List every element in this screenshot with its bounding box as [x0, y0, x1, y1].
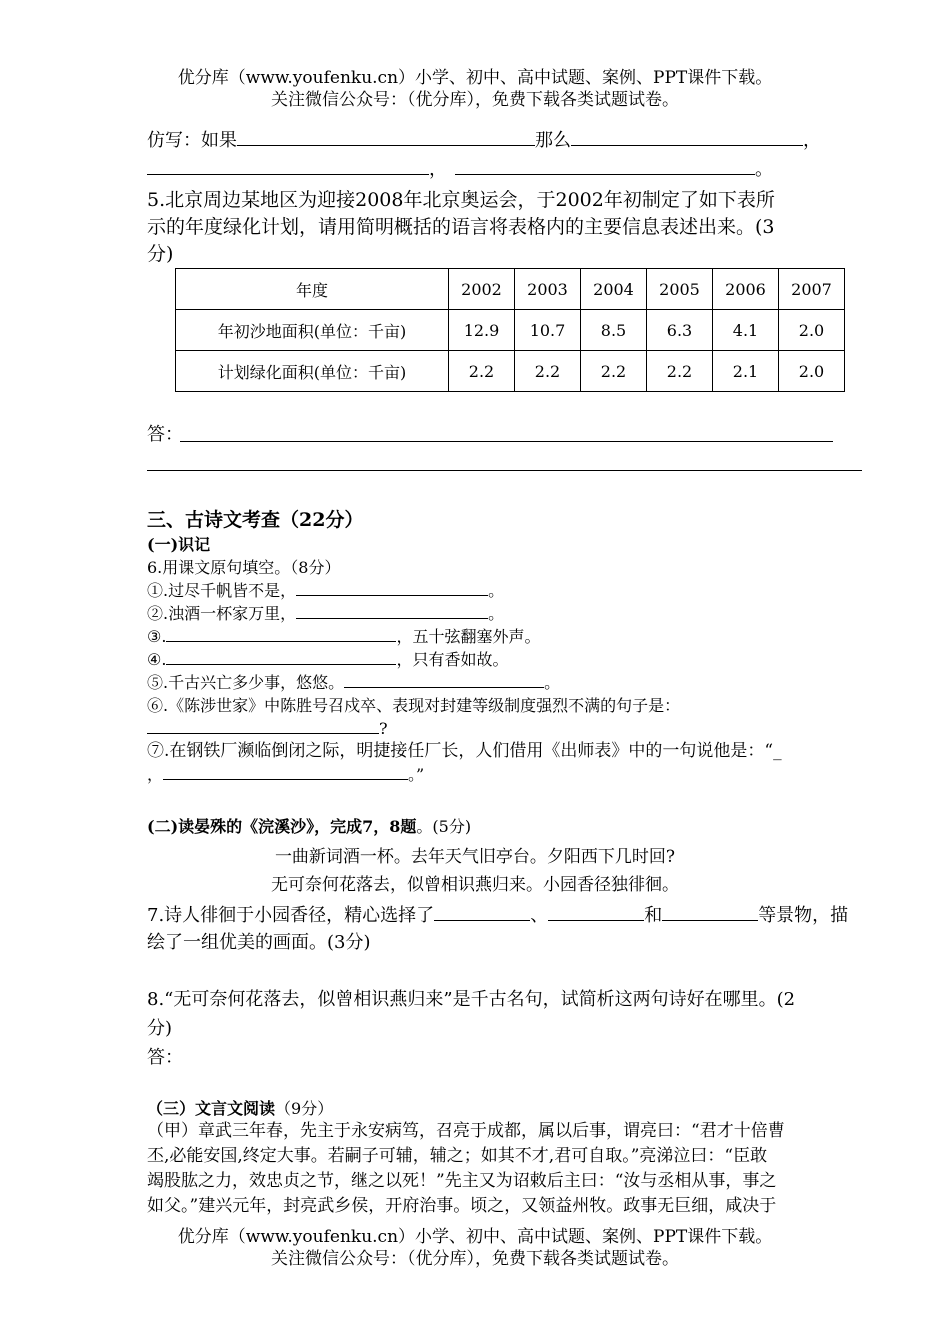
footer-line-1: 优分库（www.youfenku.cn）小学、初中、高中试题、案例、PPT课件下载。	[177, 1227, 773, 1247]
q6-blank-2[interactable]	[296, 602, 488, 619]
table-cell: 年初沙地面积(单位：千亩)	[176, 310, 449, 351]
q7-line-2: 绘了一组优美的画面。(3分)	[147, 932, 371, 953]
q6-item-7-end: 。”	[408, 765, 425, 784]
table-cell: 2.0	[779, 310, 845, 351]
section-3-title: 三、古诗文考查（22分）	[147, 509, 364, 531]
table-header-cell: 2007	[779, 269, 845, 310]
table-header-cell: 年度	[176, 269, 449, 310]
q6-item-7: ⑦.在钢铁厂濒临倒闭之际，明捷接任厂长，人们借用《出师表》中的一句说他是：“_	[147, 741, 782, 761]
q8-answer-label: 答：	[147, 1047, 183, 1068]
q4-period: 。	[755, 159, 773, 180]
q5-answer-line-2[interactable]	[147, 470, 862, 471]
q6-blank-5[interactable]	[344, 671, 544, 688]
q6-blank-4[interactable]	[166, 648, 396, 665]
q6-item-2-period: 。	[488, 604, 505, 623]
q4-fangxie-label: 仿写：如果	[147, 130, 237, 151]
wenyan-line-2: 丕,必能安国,终定大事。若嗣子可辅，辅之；如其不才,君可自取。”亮涕泣曰：“臣敢	[147, 1146, 768, 1166]
q6-item-3-text: ，五十弦翻塞外声。	[396, 627, 541, 646]
subsection-3-title	[147, 1097, 333, 1120]
q7-text-a: 7.诗人徘徊于小园香径，精心选择了	[147, 905, 435, 926]
q6-blank-3[interactable]	[166, 625, 396, 642]
wenyan-line-3: 竭股肱之力，效忠贞之节，继之以死！”先主又为诏敕后主曰：“汝与丞相从事，事之	[147, 1171, 777, 1191]
footer-line-2: 关注微信公众号：（优分库），免费下载各类试题试卷。	[271, 1249, 679, 1269]
q5-text-1: 5.北京周边某地区为迎接2008年北京奥运会，于2002年初制定了如下表所	[147, 189, 775, 211]
header-line-2: 关注微信公众号：（优分库），免费下载各类试题试卷。	[271, 90, 679, 110]
q5-answer-line-1[interactable]	[180, 441, 833, 442]
q7-text-d: 等景物，描	[758, 905, 849, 926]
q7-line-1	[147, 902, 848, 929]
table-cell: 计划绿化面积(单位：千亩)	[176, 351, 449, 392]
q4-comma-2: ，	[429, 159, 447, 180]
q7-text-b: 、	[530, 905, 549, 926]
q6-item-6-end: ?	[379, 719, 388, 738]
q8-line-1: 8.“无可奈何花落去，似曾相识燕归来”是千古名句，试简析这两句诗好在哪里。(2	[147, 989, 796, 1010]
q6-item-5-text: ⑤.千古兴亡多少事，悠悠。	[147, 673, 345, 692]
q4-fangxie-line2	[147, 156, 773, 183]
q7-text-c: 和	[644, 905, 663, 926]
table-header-cell: 2004	[581, 269, 647, 310]
q6-blank-7[interactable]	[163, 763, 408, 780]
q6-item-1-period: 。	[488, 581, 505, 600]
table-header-row	[176, 269, 845, 310]
q6-item-4-text: ，只有香如故。	[396, 650, 509, 669]
wenyan-line-4: 如父。”建兴元年，封亮武乡侯，开府治事。顷之，又领益州牧。政事无巨细，咸决于	[147, 1196, 777, 1216]
subsection-3-score: （9分）	[275, 1099, 334, 1118]
wenyan-line-1: （甲）章武三年春，先主于永安病笃，召亮于成都，属以后事，谓亮曰：“君才十倍曹	[147, 1121, 785, 1141]
q6-item-2	[147, 602, 504, 625]
table-row	[176, 310, 845, 351]
header-line-1: 优分库（www.youfenku.cn）小学、初中、高中试题、案例、PPT课件下载。	[177, 68, 773, 88]
subsection-2-title-bold: (二)读晏殊的《浣溪沙》，完成7，8题	[147, 817, 417, 836]
subsection-2-score: 。(5分)	[416, 817, 472, 836]
table-cell: 6.3	[647, 310, 713, 351]
q6-item-4-prefix: ④.	[147, 650, 167, 669]
table-cell: 2.2	[449, 351, 515, 392]
q6-item-7-answer	[147, 763, 424, 786]
q5-text-2: 示的年度绿化计划，请用简明概括的语言将表格内的主要信息表述出来。(3	[147, 216, 775, 238]
q6-item-6: ⑥.《陈涉世家》中陈胜号召戍卒、表现对封建等级制度强烈不满的句子是：	[147, 696, 681, 715]
greening-plan-table	[175, 268, 845, 392]
subsection-1-title: (一)识记	[147, 535, 211, 554]
table-cell: 12.9	[449, 310, 515, 351]
table-header-cell: 2003	[515, 269, 581, 310]
q4-comma: ，	[803, 130, 821, 151]
q6-item-5-period: 。	[544, 673, 561, 692]
q5-text-3: 分)	[147, 243, 174, 265]
q4-blank-1[interactable]	[237, 127, 535, 146]
q6-item-1	[147, 579, 504, 602]
table-cell: 2.2	[515, 351, 581, 392]
table-cell: 2.2	[647, 351, 713, 392]
table-cell: 2.2	[581, 351, 647, 392]
q4-blank-2[interactable]	[571, 127, 803, 146]
q6-item-4	[147, 648, 508, 671]
subsection-2-title	[147, 815, 471, 838]
q6-item-5	[147, 671, 560, 694]
q6-blank-6[interactable]	[147, 717, 379, 734]
q4-name-label: 那么	[535, 130, 571, 151]
q7-blank-3[interactable]	[662, 902, 758, 921]
q6-prompt: 6.用课文原句填空。（8分）	[147, 558, 341, 577]
q6-blank-1[interactable]	[296, 579, 488, 596]
q4-blank-4[interactable]	[455, 156, 755, 175]
q6-item-2-text: ②.浊酒一杯家万里，	[147, 604, 297, 623]
q8-line-2: 分)	[147, 1018, 173, 1039]
q6-item-7-prefix: ，	[147, 765, 164, 784]
q6-item-3-prefix: ③.	[147, 627, 167, 646]
q7-blank-1[interactable]	[434, 902, 530, 921]
q5-answer-label: 答：	[147, 424, 183, 445]
poem-line-2: 无可奈何花落去，似曾相识燕归来。小园香径独徘徊。	[271, 875, 679, 895]
table-header-cell: 2002	[449, 269, 515, 310]
poem-line-1: 一曲新词酒一杯。去年天气旧亭台。夕阳西下几时回?	[274, 847, 676, 867]
table-cell: 4.1	[713, 310, 779, 351]
q4-blank-3[interactable]	[147, 156, 429, 175]
q4-fangxie-line1	[147, 127, 821, 154]
q7-blank-2[interactable]	[548, 902, 644, 921]
table-row	[176, 351, 845, 392]
q6-item-3	[147, 625, 540, 648]
table-cell: 10.7	[515, 310, 581, 351]
table-header-cell: 2006	[713, 269, 779, 310]
table-cell: 8.5	[581, 310, 647, 351]
table-cell: 2.1	[713, 351, 779, 392]
q6-item-1-text: ①.过尽千帆皆不是，	[147, 581, 297, 600]
subsection-3-title-bold: （三）文言文阅读	[147, 1099, 276, 1118]
q6-item-6-answer	[147, 717, 388, 740]
table-cell: 2.0	[779, 351, 845, 392]
table-header-cell: 2005	[647, 269, 713, 310]
